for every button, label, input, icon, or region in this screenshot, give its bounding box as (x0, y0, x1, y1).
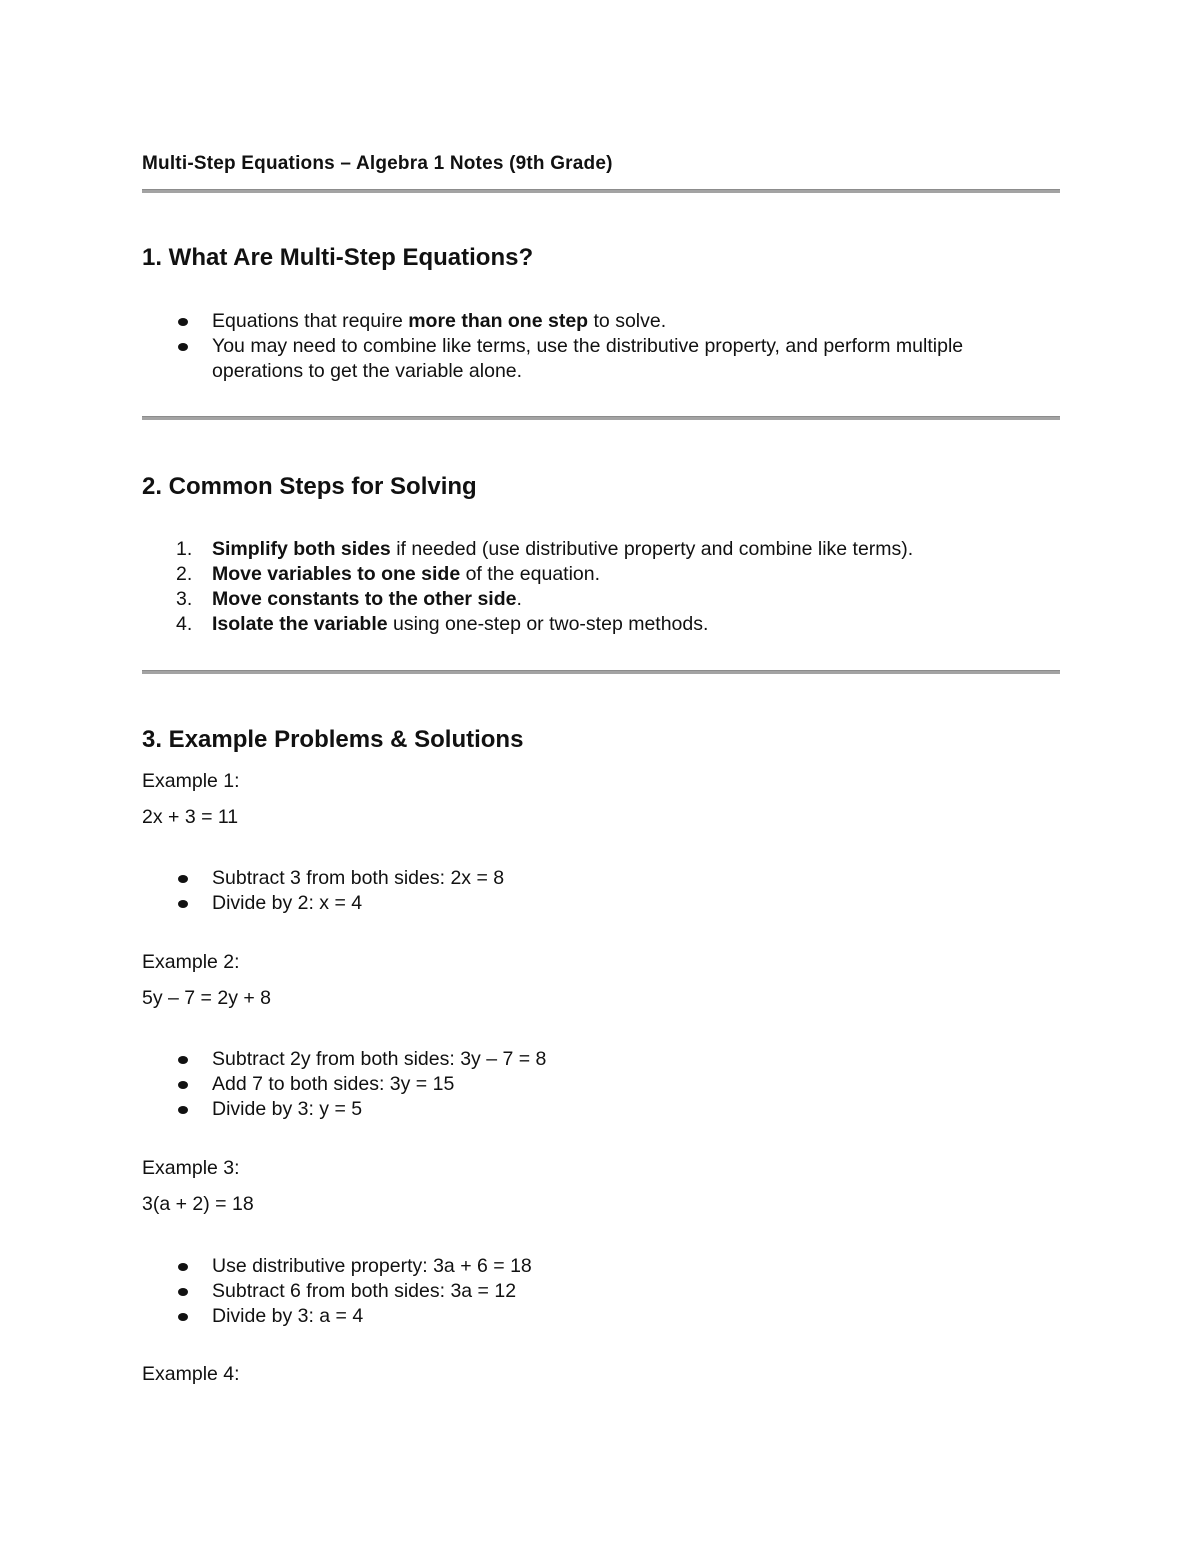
example-3-equation: 3(a + 2) = 18 (142, 1193, 254, 1215)
section-2-steps-list (142, 537, 1060, 637)
list-item: 4. Isolate the variable using one-step or two-step methods. (176, 613, 709, 635)
example-2-equation: 5y – 7 = 2y + 8 (142, 987, 272, 1009)
list-item: Use distributive property: 3a + 6 = 18 (142, 1254, 1060, 1279)
bullet-icon (178, 1313, 188, 1321)
bullet-icon (178, 343, 188, 351)
list-item: Equations that require more than one step to solve. (142, 309, 1060, 334)
example-1-equation: 2x + 3 = 11 (142, 806, 239, 828)
bullet-icon (178, 1288, 188, 1296)
list-item: 1. Simplify both sides if needed (use distributive property and combine like terms). (176, 538, 914, 560)
list-item: 3. Move constants to the other side. (176, 588, 522, 610)
bullet-icon (178, 1081, 188, 1089)
horizontal-rule-2 (142, 416, 1060, 420)
list-item: Divide by 2: x = 4 (142, 891, 1060, 916)
list-item: Add 7 to both sides: 3y = 15 (142, 1072, 1060, 1097)
list-item: Divide by 3: y = 5 (142, 1097, 1060, 1122)
example-1-label: Example 1: (142, 770, 240, 792)
bullet-icon (178, 1106, 188, 1114)
example-3-label: Example 3: (142, 1157, 240, 1179)
section-1-bullet-list (142, 309, 1060, 384)
example-3-steps (142, 1254, 1060, 1329)
example-4-label: Example 4: (142, 1363, 240, 1385)
list-item: Divide by 3: a = 4 (142, 1304, 1060, 1329)
section-2-heading: 2. Common Steps for Solving (142, 473, 477, 500)
horizontal-rule-3 (142, 670, 1060, 674)
example-2-label: Example 2: (142, 951, 240, 973)
list-item: 2. Move variables to one side of the equation. (176, 563, 601, 585)
document-title: Multi-Step Equations – Algebra 1 Notes (9th Grade) (142, 153, 613, 174)
section-3-heading: 3. Example Problems & Solutions (142, 726, 524, 753)
bullet-icon (178, 875, 188, 883)
horizontal-rule-1 (142, 189, 1060, 193)
list-item: Subtract 2y from both sides: 3y – 7 = 8 (142, 1047, 1060, 1072)
bullet-icon (178, 318, 188, 326)
list-item: Subtract 6 from both sides: 3a = 12 (142, 1279, 1060, 1304)
section-1-heading: 1. What Are Multi-Step Equations? (142, 244, 534, 271)
example-1-steps (142, 866, 1060, 916)
bullet-icon (178, 1056, 188, 1064)
bullet-icon (178, 1263, 188, 1271)
list-item: Subtract 3 from both sides: 2x = 8 (142, 866, 1060, 891)
list-item: You may need to combine like terms, use the distributive property, and perform multiple operations to get the variable alone. (142, 334, 1060, 384)
bullet-icon (178, 900, 188, 908)
example-2-steps (142, 1047, 1060, 1122)
